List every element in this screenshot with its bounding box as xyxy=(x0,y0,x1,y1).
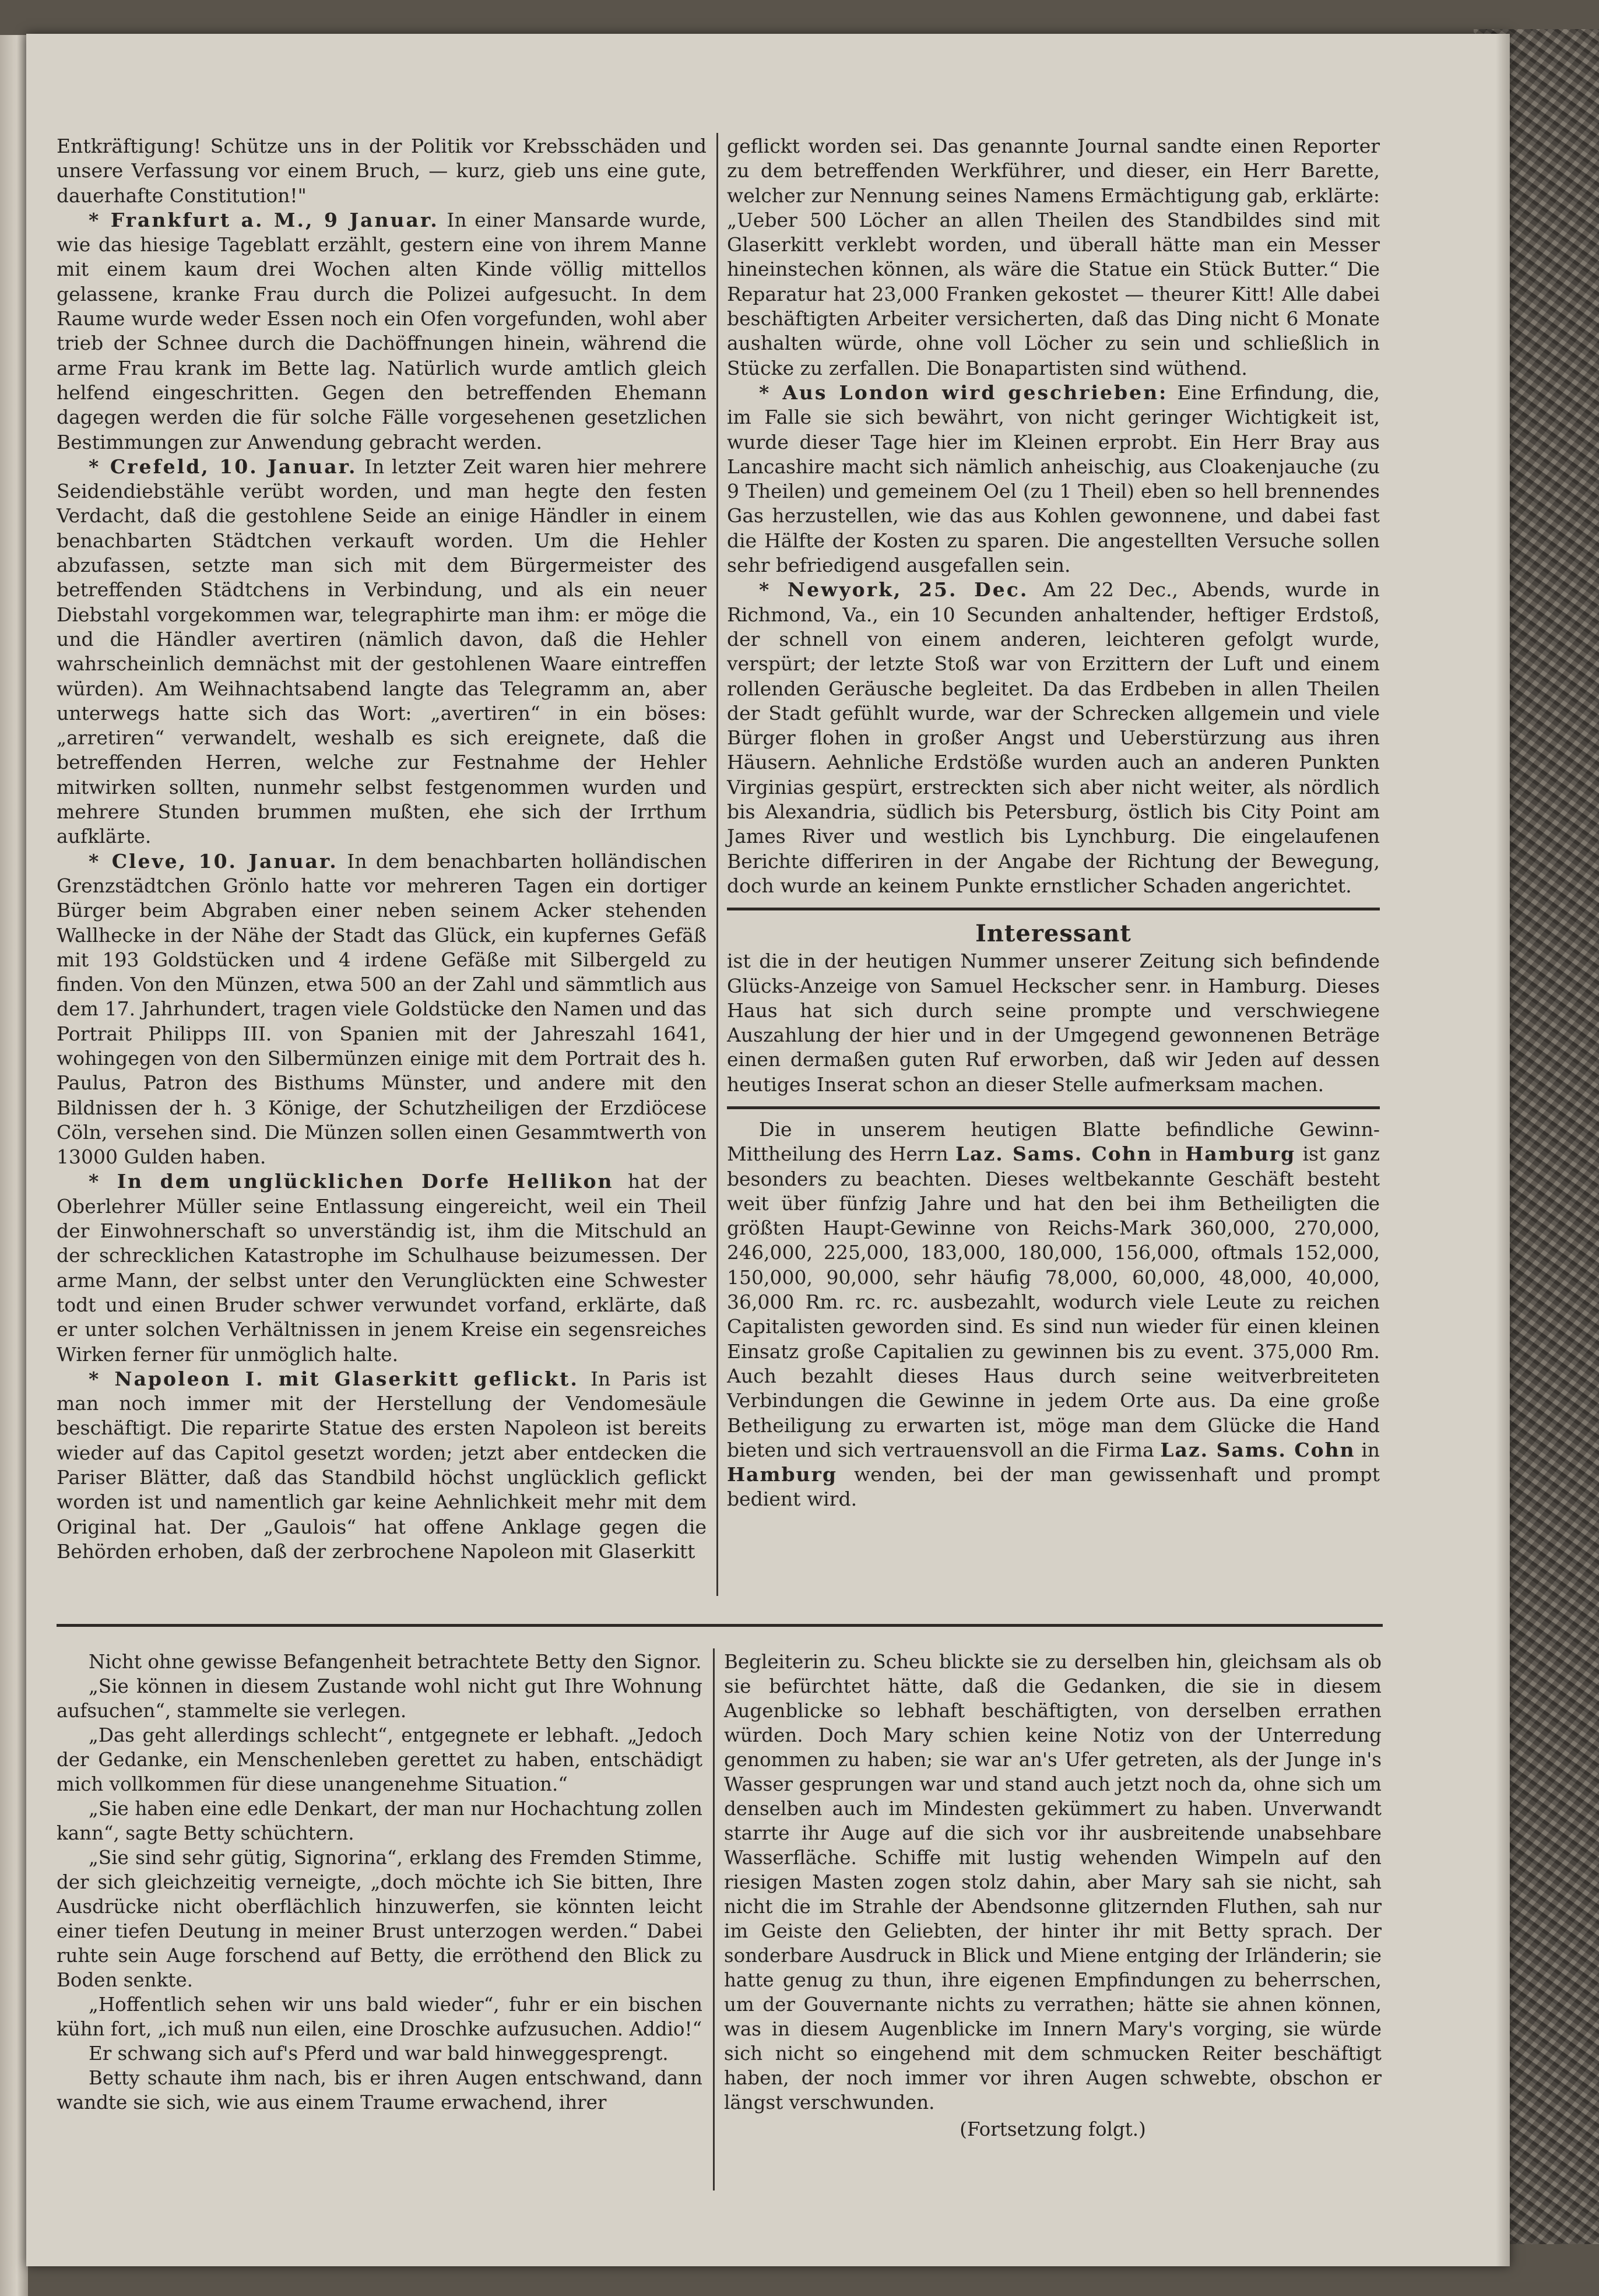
news-item-cleve: * Cleve, 10. Januar. In dem benachbarten holländischen Grenzstädtchen Grönlo hatte vor mehreren Tagen ein dortiger Bürger beim Abgraben einer neben seinem Acker stehenden Wallhecke in der Nähe der Stadt das Glück, ein kupfernes Gefäß mit 193 Goldstücken und 4 irdene Gefäße mit Silbergeld zu finden. Von den Münzen, etwa 500 an der Zahl und sämmtlich aus dem 17. Jahrhundert, tragen viele Goldstücke den Namen und das Portrait Philipps III. von Spanien mit der Jahreszahl 1641, wohingegen von den Silbermünzen einige mit dem Portrait des h. Paulus, Patron des Bisthums Münster, und andere mit den Bildnissen der h. 3 Könige, der Schutzheiligen der Erzdiöcese Cöln, versehen sind. Die Münzen sollen einen Gesammtwerth von 13000 Gulden haben. xyxy=(57,849,707,1169)
page-edge-shadow xyxy=(1496,34,1510,2266)
firm-city: Hamburg xyxy=(727,1463,838,1486)
story-paragraph: „Das geht allerdings schlecht“, entgegnete er lebhaft. „Jedoch der Gedanke, ein Menschenleben gerettet zu haben, entschädigt mich vollkommen für diese unangenehme Situation.“ xyxy=(57,1724,702,1795)
news-item-london: * Aus London wird geschrieben: Eine Erfindung, die, im Falle sie sich bewährt, von nicht geringer Wichtigkeit ist, wurde dieser Tage hier im Kleinen erprobt. Ein Herr Bray aus Lancashire macht sich nämlich anheischig, aus Cloakenjauche (zu 9 Theilen) und gemeinem Oel (zu 1 Theil) eben so hell brennendes Gas herzustellen, wie das aus Kohlen gewonnene, und dabei fast die Hälfte der Kosten zu sparen. Die angestellten Versuche sollen sehr befriedigend ausgefallen sein. xyxy=(727,381,1380,577)
cohn-advertisement: Die in unserem heutigen Blatte befindliche Gewinn-Mittheilung des Herrn Laz. Sams. Cohn in Hamburg ist ganz besonders zu beachten. Dieses weltbekannte Geschäft besteht weit über fünfzig Jahre und hat den bei ihm Betheiligten die größten Haupt-Gewinne von Reichs-Mark 360,000, 270,000, 246,000, 225,000, 183,000, 180,000, 156,000, oftmals 152,000, 150,000, 90,000, sehr häufig 78,000, 60,000, 48,000, 40,000, 36,000 Rm. rc. rc. ausbezahlt, wodurch viele Leute zu reichen Capitalisten geworden sind. Es sind nun wieder für einen kleinen Einsatz große Capitalien zu gewinnen bis zu event. 375,000 Rm. Auch bezahlt dieses Haus durch seine weitverbreiteten Verbindungen die Gewinne in jedem Orte aus. Da eine große Betheiligung zu erwarten ist, möge man dem Glücke die Hand bieten und sich vertrauensvoll an die Firma Laz. Sams. Cohn in Hamburg wenden, bei der man gewissenhaft und prompt bedient wird. xyxy=(727,1117,1380,1511)
story-column-right xyxy=(724,1650,1382,2142)
news-paragraph: geflickt worden sei. Das genannte Journal sandte einen Reporter zu dem betreffenden Werkführer, und dieser, ein Herr Barette, welcher zur Nennung seines Namens Ermächtigung gab, erklärte: „Ueber 500 Löcher an allen Theilen des Standbildes sind mit Glaserkitt verklebt worden, und überall hätte man ein Messer hineinstechen können, als wäre die Statue ein Stück Butter.“ Die Reparatur hat 23,000 Franken gekostet — theurer Kitt! Alle dabei beschäftigten Arbeiter versicherten, daß das Ding nicht 6 Monate aushalten würde, ohne voll Löcher zu sein und schließlich in Stücke zu zerfallen. Die Bonapartisten sind wüthend. xyxy=(727,135,1380,379)
news-paragraph: Entkräftigung! Schütze uns in der Politik vor Krebsschäden und unsere Verfassung vor einem Bruch, — kurz, gieb uns eine gute, dauerhafte Constitution!" xyxy=(57,135,707,207)
firm-city: Hamburg xyxy=(1185,1142,1296,1166)
section-rule xyxy=(727,1106,1380,1109)
story-paragraph: Nicht ohne gewisse Befangenheit betrachtete Betty den Signor. xyxy=(89,1651,702,1673)
story-column-left xyxy=(57,1650,702,2115)
news-column-right xyxy=(727,134,1380,1512)
news-item-napoleon: * Napoleon I. mit Glaserkitt geflickt. In Paris ist man noch immer mit der Herstellung der Vendomesäule beschäftigt. Die reparirte Statue des ersten Napoleon ist bereits wieder auf das Capitol gesetzt worden; jetzt aber entdecken die Pariser Blätter, daß das Standbild höchst unglücklich geflickt worden ist und namentlich gar keine Aehnlichkeit mehr mit dem Original hat. Der „Gaulois“ hat offene Anklage gegen die Behörden erhoben, daß der zerbrochene Napoleon mit Glaserkitt xyxy=(57,1367,707,1563)
news-item-frankfurt: * Frankfurt a. M., 9 Januar. In einer Mansarde wurde, wie das hiesige Tageblatt erzählt, gestern eine von ihrem Manne mit einem kaum drei Wochen alten Kinde völlig mittellos gelassene, kranke Frau durch die Polizei aufgesucht. In dem Raume wurde weder Essen noch ein Ofen vorgefunden, wohl aber trieb der Schnee durch die Dachöffnungen hinein, während die arme Frau krank im Bette lag. Natürlich wurde amtlich gleich helfend eingeschritten. Gegen den betreffenden Ehemann dagegen werden die für solche Fälle vorgesehenen gesetzlichen Bestimmungen zur Anwendung gebracht werden. xyxy=(57,208,707,453)
continuation-note: (Fortsetzung folgt.) xyxy=(960,2118,1146,2140)
news-item-hellikon: * In dem unglücklichen Dorfe Hellikon hat der Oberlehrer Müller seine Entlassung eingereicht, weil ein Theil der Einwohnerschaft so unverständig ist, ihm die Mitschuld an der schrecklichen Katastrophe im Schulhause beizumessen. Der arme Mann, der selbst unter den Verunglückten eine Schwester todt und einen Bruder schwer verwundet vorfand, erklärte, daß er unter solchen Verhältnissen in jenem Kreise ein segensreiches Wirken ferner für unmöglich halte. xyxy=(57,1170,707,1366)
story-paragraph: „Sie können in diesem Zustande wohl nicht gut Ihre Wohnung aufsuchen“, stammelte sie verlegen. xyxy=(57,1675,702,1722)
story-paragraph: „Hoffentlich sehen wir uns bald wieder“, fuhr er ein bischen kühn fort, „ich muß nun eilen, eine Droschke aufzusuchen. Addio!“ xyxy=(57,1993,702,2040)
book-spine-left xyxy=(0,35,28,2296)
story-paragraph: „Sie sind sehr gütig, Signorina“, erklang des Fremden Stimme, der sich gleichzeitig verneigte, „doch möchte ich Sie bitten, Ihre Ausdrücke nicht oberflächlich hinzuwerfen, sie könnten leicht einer tiefen Deutung in meiner Brust unterzogen werden.“ Dabei ruhte sein Auge forschend auf Betty, die erröthend den Blick zu Boden senkte. xyxy=(57,1847,702,1991)
story-paragraph: „Sie haben eine edle Denkart, der man nur Hochachtung zollen kann“, sagte Betty schüchtern. xyxy=(57,1798,702,1844)
column-divider-bottom xyxy=(713,1648,715,2190)
interessant-heading: Interessant xyxy=(975,920,1131,948)
firm-name: Laz. Sams. Cohn xyxy=(1160,1438,1355,1461)
news-item-newyork: * Newyork, 25. Dec. Am 22 Dec., Abends, wurde in Richmond, Va., ein 10 Secunden anhaltender, heftiger Erdstoß, der schnell von einem anderen, leichteren gefolgt wurde, verspürt; der letzte Stoß war von Erzittern der Luft und einem rollenden Geräusche begleitet. Da das Erdbeben in allen Theilen der Stadt gefühlt wurde, war der Schrecken allgemein und viele Bürger flohen in großer Angst und Ueberstürzung aus ihren Häusern. Aehnliche Erdstöße wurden auch an anderen Punkten Virginias gespürt, erstreckten sich aber nicht weiter, als nördlich bis Alexandria, südlich bis Petersburg, östlich bis City Point am James River und westlich bis Lynchburg. Die eingelaufenen Berichte differiren in der Angabe der Richtung der Bewegung, doch wurde an keinem Punkte ernstlicher Schaden angerichtet. xyxy=(727,578,1380,897)
story-paragraph: Betty schaute ihm nach, bis er ihren Augen entschwand, dann wandte sie sich, wie aus einem Traume erwachend, ihrer xyxy=(57,2067,702,2114)
news-item-crefeld: * Crefeld, 10. Januar. In letzter Zeit waren hier mehrere Seidendiebstähle verübt worden, und man hegte den festen Verdacht, daß die gestohlene Seide an einige Händler in einem benachbarten Städtchen verkauft worden. Um die Hehler abzufassen, setzte man sich mit dem Bürgermeister des betreffenden Städtchens in Verbindung, und als ein neuer Diebstahl vorgekommen war, telegraphirte man ihm: er möge die und die Händler avertiren (nämlich davon, daß die Hehler wahrscheinlich demnächst mit der gestohlenen Waare eintreffen würden). Am Weihnachtsabend langte das Telegramm an, aber unterwegs hatte sich das Wort: „avertiren“ in ein böses: „arretiren“ verwandelt, weshalb es sich ereignete, daß die betreffenden Herren, welche zur Festnahme der Hehler mitwirken sollten, nunmehr selbst festgenommen wurden und mehrere Stunden brummen mußten, ehe sich der Irrthum aufklärte. xyxy=(57,455,707,848)
firm-name: Laz. Sams. Cohn xyxy=(955,1142,1152,1166)
column-divider-top xyxy=(716,133,718,1596)
news-column-left xyxy=(57,134,707,1564)
interessant-notice: ist die in der heutigen Nummer unserer Zeitung sich befindende Glücks-Anzeige von Samuel Heckscher senr. in Hamburg. Dieses Haus hat sich durch seine prompte und verschwiegene Auszahlung der hier und in der Umgegend gewonnenen Beträge einen dermaßen guten Ruf erworben, daß wir Jeden auf dessen heutiges Inserat schon an dieser Stelle aufmerksam machen. xyxy=(727,950,1380,1096)
newspaper-page xyxy=(26,34,1510,2266)
story-paragraph: Er schwang sich auf's Pferd und war bald hinweggesprengt. xyxy=(89,2042,669,2065)
story-paragraph: Begleiterin zu. Scheu blickte sie zu derselben hin, gleichsam als ob sie befürchtet hätte, daß die Gedanken, die sie in diesem Augenblicke so lebhaft beschäftigten, von derselben errathen würden. Doch Mary schien keine Notiz von der Unterredung genommen zu haben; sie war an's Ufer getreten, als der Junge in's Wasser gesprungen war und stand auch jetzt noch da, ohne sich um denselben auch im Mindesten gekümmert zu haben. Unverwandt starrte ihr Auge auf die sich vor ihr ausbreitende unabsehbare Wasserfläche. Schiffe mit lustig wehenden Wimpeln auf den riesigen Masten zogen stolz dahin, aber Mary sah sie nicht, sah nicht die im Strahle der Abendsonne glitzernden Fluthen, sah nur im Geiste den Geliebten, der hinter ihr mit Betty sprach. Der sonderbare Ausdruck in Blick und Miene entging der Irländerin; sie hatte genug zu thun, ihre eigenen Empfindungen zu beherrschen, um der Gouvernante nichts zu verrathen; hätte sie ahnen können, was in diesem Augenblicke im Innern Mary's vorging, sie würde sich nicht so eingehend mit dem schmucken Reiter beschäftigt haben, der noch immer vor ihren Augen schwebte, obschon er längst verschwunden. xyxy=(724,1651,1382,2114)
feuilleton-divider xyxy=(57,1624,1383,1627)
section-rule xyxy=(727,908,1380,910)
